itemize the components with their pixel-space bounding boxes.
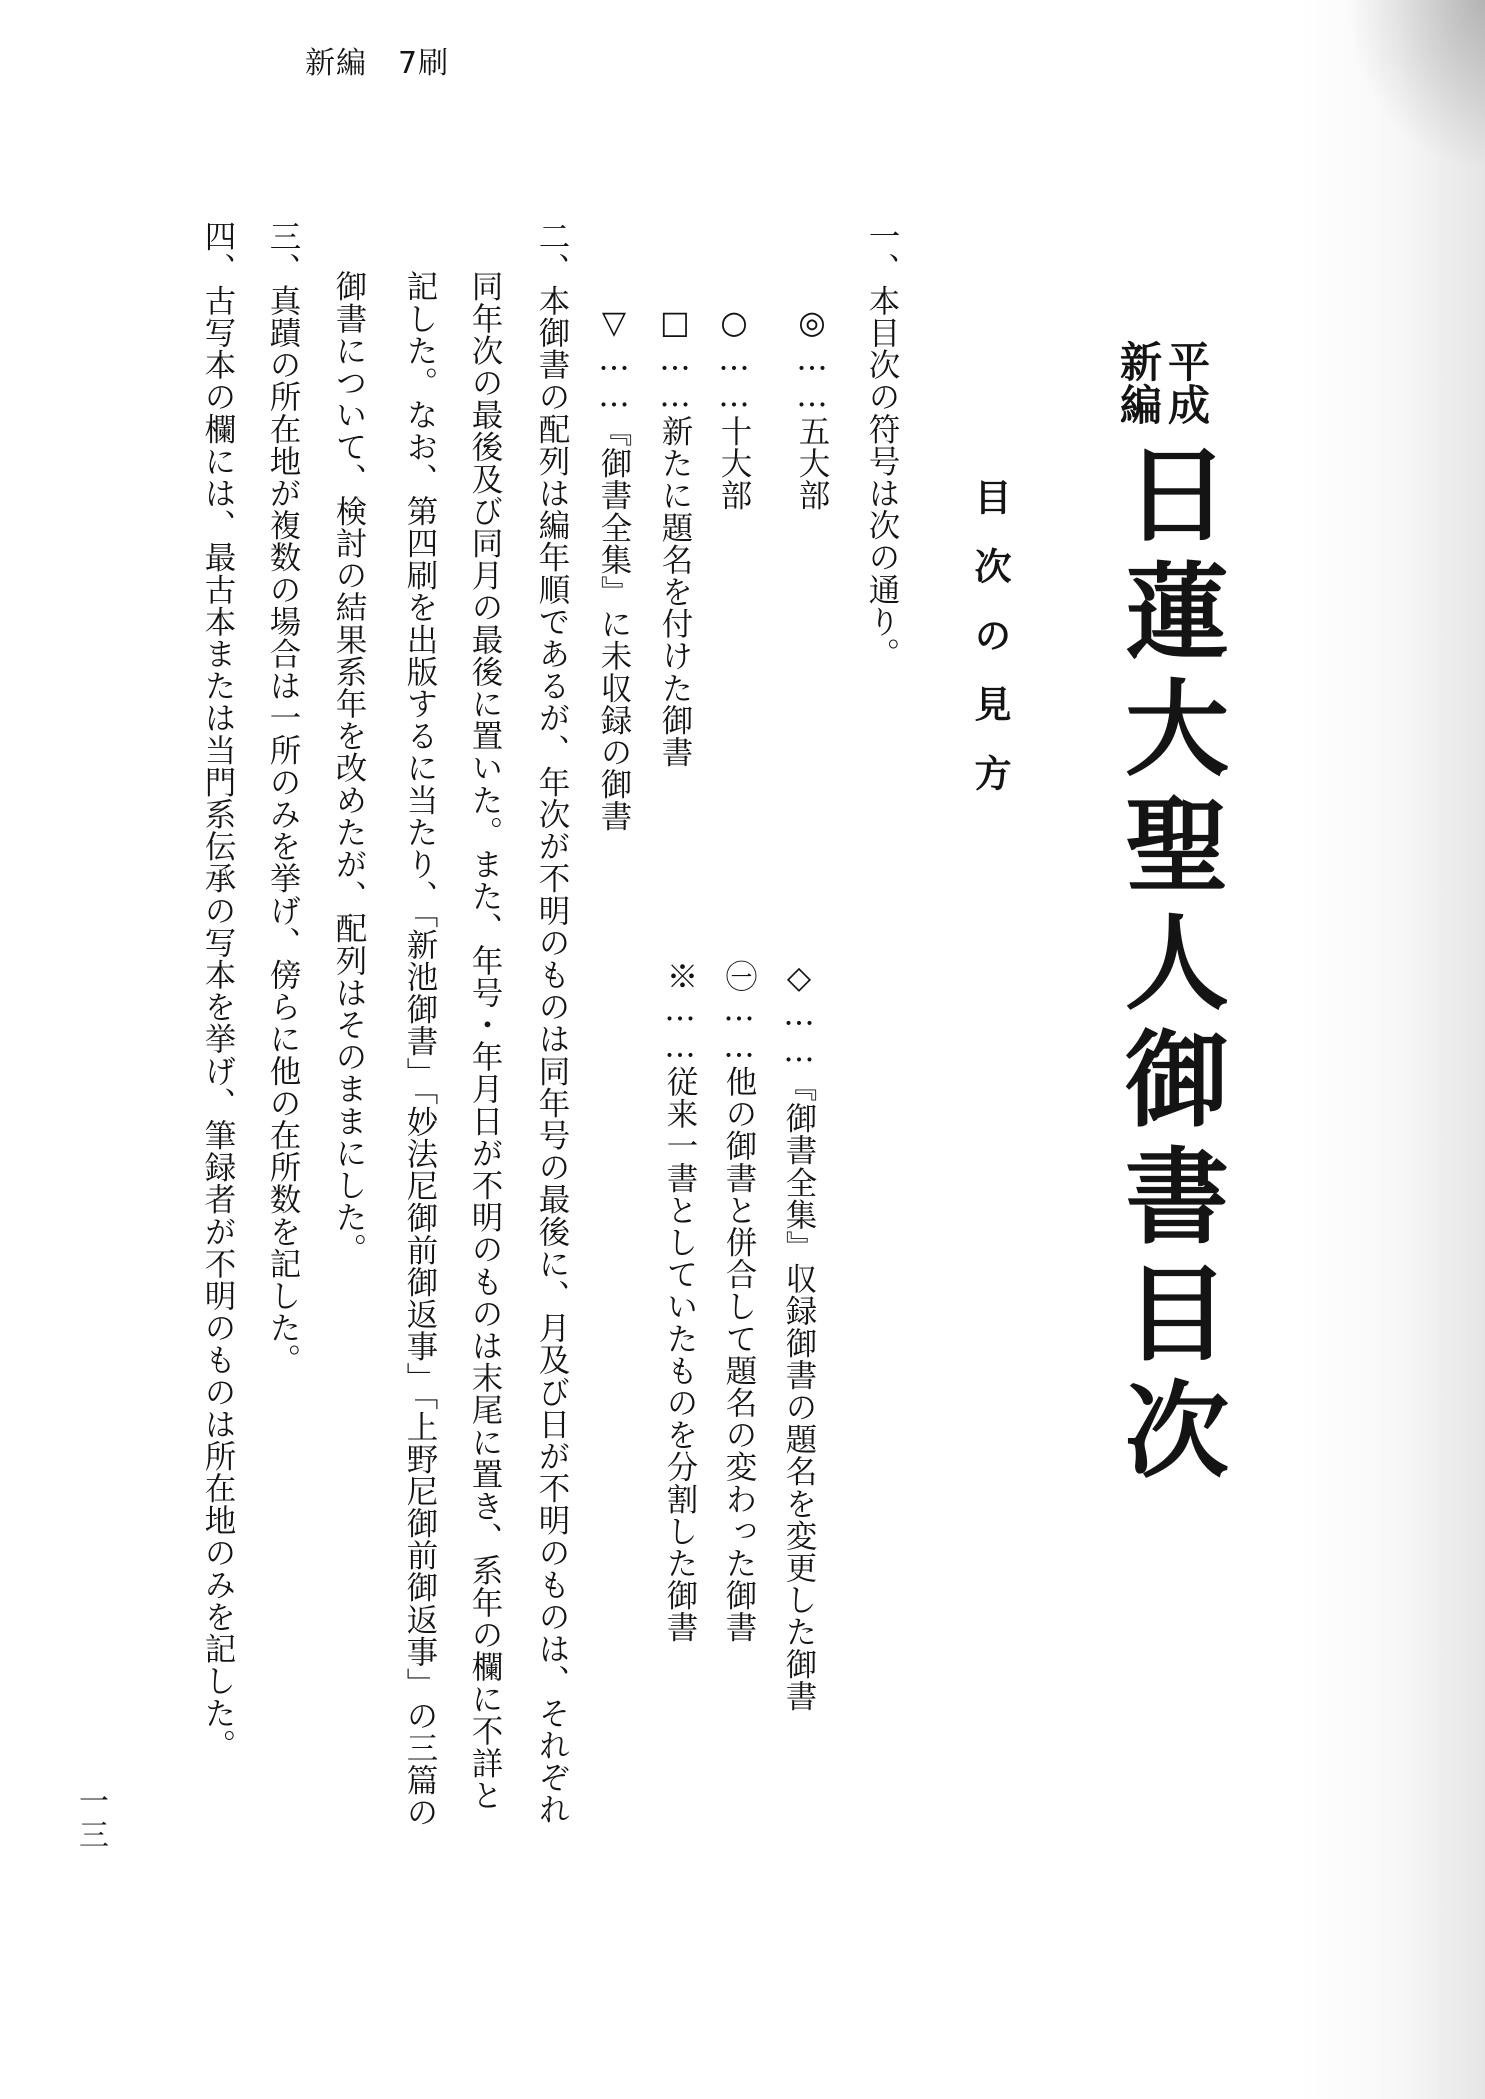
note-2-line-3: 記した。なお、第四刷を出版するに当たり、「新池御書」「妙法尼御前御返事」「上野尼御前御返事」の三篇の xyxy=(402,270,438,1828)
page-number: 一三 xyxy=(73,1785,108,1853)
symbol-legend-item: ○……十大部 xyxy=(716,305,752,512)
edition-header: 新編 7刷 xyxy=(305,46,450,81)
symbol-legend-item: ▽……『御書全集』に未収録の御書 xyxy=(596,305,632,833)
section-heading: 目次の見方 xyxy=(968,478,1011,823)
scan-corner-shadow xyxy=(1345,0,1485,170)
note-2-line-2: 同年次の最後及び同月の最後に置いた。また、年号・年月日が不明のものは末尾に置き、系年の欄に不詳と xyxy=(467,270,503,1811)
note-4: 四、古写本の欄には、最古本または当門系伝承の写本を挙げ、筆録者が不明のものは所在地のみを記した。 xyxy=(200,220,236,1761)
symbol-legend-item: ◇……『御書全集』収録御書の題名を変更した御書 xyxy=(781,960,817,1712)
page-title: 日蓮大聖人御書目次 xyxy=(1107,440,1230,1493)
symbol-legend-item: ◎……五大部 xyxy=(794,305,830,512)
symbol-legend-item: ※……従来一書としていたものを分割した御書 xyxy=(662,960,698,1644)
symbol-legend-item: □……新たに題名を付けた御書 xyxy=(657,305,693,768)
note-2-line-4: 御書について、検討の結果系年を改めたが、配列はそのままにした。 xyxy=(331,270,367,1266)
scan-edge-shadow xyxy=(1295,0,1485,2099)
symbol-legend-item: ㊀……他の御書と併合して題名の変わった御書 xyxy=(721,960,757,1644)
note-1-intro: 一、本目次の符号は次の通り。 xyxy=(864,220,900,670)
note-2-line-1: 二、本御書の配列は編年順であるが、年次が不明のものは同年号の最後に、月及び日が不明のものは、それぞれ xyxy=(534,220,570,1825)
title-prefix-shinpen: 新編 xyxy=(1114,340,1163,426)
note-3: 三、真蹟の所在地が複数の場合は一所のみを挙げ、傍らに他の在所数を記した。 xyxy=(265,220,301,1376)
title-prefix-heisei: 平成 xyxy=(1162,340,1211,426)
